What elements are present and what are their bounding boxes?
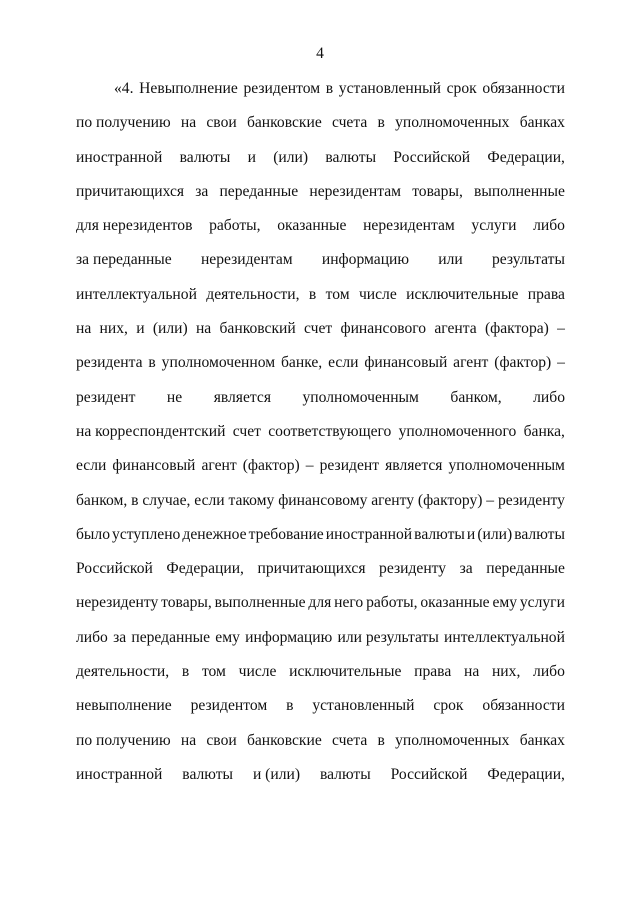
- word: в: [148, 354, 156, 372]
- word: причитающихся: [76, 182, 185, 200]
- word: установленный: [338, 80, 441, 97]
- word: счета: [331, 114, 368, 132]
- word: в: [131, 491, 139, 509]
- word: переданные: [486, 560, 565, 578]
- word: уполномоченных: [395, 114, 510, 132]
- word: обязанности: [482, 697, 565, 715]
- word: в: [377, 114, 385, 132]
- word: услуги: [519, 594, 565, 612]
- text-line: [76, 695, 565, 729]
- text-line: [76, 112, 565, 146]
- word: переданные: [131, 628, 211, 646]
- word: для нерезидентов: [76, 217, 193, 235]
- word: –: [486, 491, 495, 509]
- word: агент: [453, 354, 489, 372]
- word: денежное: [182, 525, 247, 543]
- text-line: [76, 627, 565, 661]
- word: за: [195, 182, 209, 200]
- word: банка,: [523, 422, 565, 440]
- text-line: [76, 249, 565, 283]
- word: соответствующего: [268, 422, 392, 440]
- text-line: [76, 78, 565, 112]
- word: и: [136, 320, 145, 338]
- word: банком,: [450, 388, 502, 406]
- text-line: [76, 558, 565, 592]
- word: на: [195, 320, 212, 338]
- word: банках: [519, 114, 565, 132]
- word: товары,: [161, 594, 212, 612]
- text-line: [76, 592, 565, 626]
- word: выполненные: [474, 182, 565, 200]
- word: валюты: [179, 148, 231, 166]
- word: резидент: [76, 388, 136, 406]
- word: установленный: [312, 697, 415, 715]
- text-line: [76, 318, 565, 352]
- word: и (или): [252, 765, 301, 783]
- word: уполномоченных: [395, 731, 510, 749]
- word: или результаты: [337, 628, 439, 646]
- word: оказанные: [277, 217, 347, 235]
- text-line: [76, 147, 565, 181]
- word: (фактор): [242, 457, 300, 475]
- word: права: [414, 663, 452, 681]
- word: счет: [232, 422, 261, 440]
- word: финансовому: [278, 491, 368, 509]
- text-line: [76, 764, 565, 798]
- word: является: [385, 457, 443, 475]
- word: или: [438, 251, 463, 269]
- word: свои: [206, 731, 237, 749]
- word: за: [459, 560, 473, 578]
- word: Российской: [76, 560, 153, 578]
- word: свои: [206, 114, 237, 132]
- text-line: [76, 661, 565, 695]
- word: для: [308, 594, 332, 612]
- word: банком,: [76, 491, 128, 509]
- word: счет: [304, 320, 333, 338]
- word: такому: [228, 491, 275, 509]
- word: если: [194, 491, 225, 509]
- word: банковские: [246, 731, 322, 749]
- word: (или): [152, 320, 188, 338]
- word: банковский: [219, 320, 296, 338]
- word: либо: [533, 217, 565, 235]
- word: (или): [273, 148, 309, 166]
- word: уполномоченным: [302, 388, 419, 406]
- word: и: [247, 148, 256, 166]
- word: валюты: [182, 765, 234, 783]
- word: –: [305, 457, 314, 475]
- word: информацию: [321, 251, 410, 269]
- word: исключительные: [406, 285, 519, 303]
- word: либо: [76, 628, 108, 646]
- word: Российской: [390, 765, 468, 783]
- word: обязанности: [482, 80, 565, 97]
- word: если: [328, 354, 359, 372]
- word: причитающихся: [257, 560, 366, 578]
- word: иностранной: [76, 765, 163, 783]
- word: него: [334, 594, 364, 612]
- word: в: [286, 697, 294, 715]
- word: Российской: [393, 148, 471, 166]
- word: том: [325, 285, 350, 303]
- word: Федерации,: [487, 148, 565, 166]
- word: не: [166, 388, 183, 406]
- text-line: [76, 387, 565, 421]
- word: Невыполнение: [139, 80, 238, 97]
- word: в: [325, 80, 334, 97]
- word: срок: [446, 80, 477, 97]
- word: резидентом: [243, 80, 321, 97]
- text-line: [76, 730, 565, 764]
- word: агента: [434, 320, 477, 338]
- word: валюты: [414, 525, 465, 543]
- word: нерезидентам: [363, 217, 455, 235]
- word: нерезиденту: [76, 594, 159, 612]
- word: за: [113, 628, 127, 646]
- word: них,: [491, 663, 521, 681]
- word: ему: [215, 628, 240, 646]
- word: права: [527, 285, 565, 303]
- word: интеллектуальной: [76, 285, 197, 303]
- word: на корреспондентский: [76, 422, 226, 440]
- word: либо: [533, 388, 565, 406]
- word: в: [377, 731, 385, 749]
- page-number: 4: [316, 45, 324, 62]
- word: товары,: [412, 182, 463, 200]
- word: агенту: [371, 491, 415, 509]
- word: в: [308, 285, 317, 303]
- word: числе: [358, 285, 397, 303]
- word: резидента: [76, 354, 143, 372]
- word: на: [76, 320, 92, 338]
- word: них,: [99, 320, 128, 338]
- word: случае,: [142, 491, 191, 509]
- word: результаты: [492, 251, 565, 269]
- body-paragraph: [76, 78, 565, 798]
- word: работы,: [209, 217, 261, 235]
- word: было: [76, 525, 110, 543]
- word: работы,: [366, 594, 418, 612]
- word: деятельности,: [76, 663, 170, 681]
- word: банке,: [281, 354, 323, 372]
- text-line: [76, 421, 565, 455]
- word: иностранной: [325, 525, 413, 543]
- word: (или): [477, 525, 513, 543]
- word: по получению: [76, 731, 171, 749]
- word: выполненные: [214, 594, 306, 612]
- word: (фактору): [417, 491, 483, 509]
- text-line: [76, 490, 565, 524]
- word: если: [76, 457, 107, 475]
- word: информацию: [245, 628, 333, 646]
- text-line: [76, 181, 565, 215]
- word: уполномоченном: [161, 354, 276, 372]
- word: на: [463, 663, 480, 681]
- word: иностранной: [76, 148, 163, 166]
- text-line: [76, 524, 565, 558]
- word: «4.: [114, 80, 134, 97]
- word: валюты: [325, 148, 377, 166]
- word: услуги: [471, 217, 517, 235]
- word: деятельности,: [206, 285, 300, 303]
- word: банковские: [246, 114, 322, 132]
- word: за переданные: [76, 251, 172, 269]
- word: резидентом: [190, 697, 268, 715]
- word: финансовый: [112, 457, 196, 475]
- word: финансового: [340, 320, 427, 338]
- word: на: [180, 114, 197, 132]
- word: является: [213, 388, 271, 406]
- word: либо: [533, 663, 565, 681]
- word: на: [180, 731, 197, 749]
- word: валюты: [319, 765, 371, 783]
- word: счета: [331, 731, 368, 749]
- word: Федерации,: [166, 560, 244, 578]
- word: –: [557, 354, 565, 372]
- word: валюты: [514, 525, 565, 543]
- text-line: [76, 455, 565, 489]
- word: агент: [201, 457, 237, 475]
- word: (фактора): [484, 320, 549, 338]
- word: резидент: [319, 457, 380, 475]
- word: и: [466, 525, 476, 543]
- text-line: [76, 352, 565, 386]
- word: Федерации,: [487, 765, 565, 783]
- word: финансовый: [364, 354, 448, 372]
- word: числе: [238, 663, 277, 681]
- word: –: [557, 320, 565, 338]
- word: срок: [433, 697, 464, 715]
- word: резиденту: [497, 491, 565, 509]
- word: интеллектуальной: [444, 628, 565, 646]
- word: переданные: [219, 182, 299, 200]
- word: невыполнение: [76, 697, 172, 715]
- word: том: [201, 663, 226, 681]
- word: уполномоченного: [398, 422, 517, 440]
- word: (фактор): [494, 354, 552, 372]
- word: уступлено: [112, 525, 181, 543]
- word: резиденту: [379, 560, 447, 578]
- word: требование: [248, 525, 324, 543]
- word: нерезидентам: [309, 182, 402, 200]
- word: нерезидентам: [200, 251, 293, 269]
- word: банках: [519, 731, 565, 749]
- text-line: [76, 215, 565, 249]
- word: по получению: [76, 114, 171, 132]
- word: оказанные: [420, 594, 490, 612]
- word: в: [181, 663, 190, 681]
- word: уполномоченным: [448, 457, 565, 475]
- word: ему: [492, 594, 518, 612]
- text-line: [76, 284, 565, 318]
- word: исключительные: [289, 663, 402, 681]
